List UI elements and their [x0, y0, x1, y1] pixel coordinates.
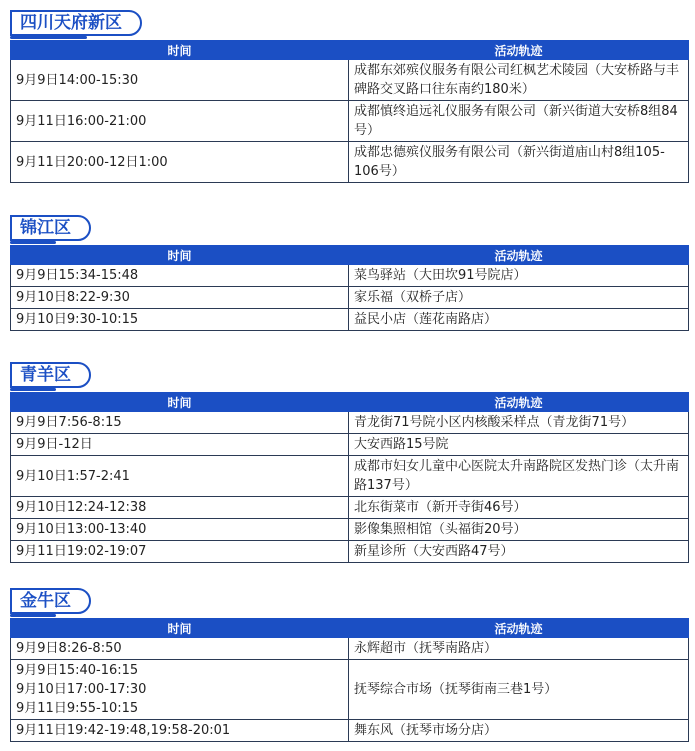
time-cell: 9月11日19:42-19:48,19:58-20:01: [11, 720, 349, 742]
column-header-track: 活动轨迹: [349, 393, 689, 412]
column-header-time: 时间: [11, 393, 349, 412]
table-row: [11, 101, 689, 142]
itinerary-table: [10, 392, 689, 563]
district-title: 青羊区: [10, 362, 91, 388]
time-cell: 9月10日12:24-12:38: [11, 497, 349, 519]
column-header-time: 时间: [11, 619, 349, 638]
time-cell: 9月10日13:00-13:40: [11, 519, 349, 541]
track-cell: 抚琴综合市场（抚琴街南三巷1号）: [349, 660, 689, 720]
track-cell: 家乐福（双桥子店）: [349, 287, 689, 309]
track-cell: 北东街菜市（新开寺街46号）: [349, 497, 689, 519]
time-cell: 9月9日15:34-15:48: [11, 265, 349, 287]
table-row: [11, 309, 689, 331]
time-cell: 9月9日14:00-15:30: [11, 60, 349, 101]
section-tianfu: [10, 10, 688, 183]
table-row: [11, 541, 689, 563]
track-cell: 菜鸟驿站（大田坎91号院店）: [349, 265, 689, 287]
column-header-time: 时间: [11, 246, 349, 265]
table-row: [11, 660, 689, 720]
itinerary-table: [10, 245, 689, 331]
section-jinjiang: [10, 215, 688, 331]
column-header-time: 时间: [11, 41, 349, 60]
track-cell: 成都慎终追远礼仪服务有限公司（新兴街道大安桥8组84号）: [349, 101, 689, 142]
track-cell: 成都忠德殡仪服务有限公司（新兴街道庙山村8组105-106号）: [349, 142, 689, 183]
itinerary-table: [10, 618, 689, 742]
table-header-row: [11, 246, 689, 265]
track-cell: 成都市妇女儿童中心医院太升南路院区发热门诊（太升南路137号）: [349, 456, 689, 497]
district-title: 四川天府新区: [10, 10, 142, 36]
track-cell: 益民小店（莲花南路店）: [349, 309, 689, 331]
table-row: [11, 60, 689, 101]
track-cell: 大安西路15号院: [349, 434, 689, 456]
table-row: [11, 638, 689, 660]
track-cell: 舞东风（抚琴市场分店）: [349, 720, 689, 742]
time-cell: 9月9日15:40-16:15 9月10日17:00-17:30 9月11日9:55-10:15: [11, 660, 349, 720]
district-title: 金牛区: [10, 588, 91, 614]
track-cell: 永辉超市（抚琴南路店）: [349, 638, 689, 660]
table-row: [11, 519, 689, 541]
table-row: [11, 497, 689, 519]
table-row: [11, 456, 689, 497]
time-cell: 9月10日9:30-10:15: [11, 309, 349, 331]
time-cell: 9月9日7:56-8:15: [11, 412, 349, 434]
itinerary-table: [10, 40, 689, 183]
section-jinniu: [10, 588, 688, 742]
track-cell: 影像集照相馆（头福街20号）: [349, 519, 689, 541]
track-cell: 成都东郊殡仪服务有限公司红枫艺术陵园（大安桥路与丰碑路交叉路口往东南约180米）: [349, 60, 689, 101]
table-row: [11, 412, 689, 434]
column-header-track: 活动轨迹: [349, 41, 689, 60]
table-row: [11, 265, 689, 287]
time-cell: 9月9日-12日: [11, 434, 349, 456]
table-row: [11, 142, 689, 183]
district-title: 锦江区: [10, 215, 91, 241]
time-cell: 9月11日16:00-21:00: [11, 101, 349, 142]
table-row: [11, 287, 689, 309]
time-cell: 9月10日1:57-2:41: [11, 456, 349, 497]
time-cell: 9月9日8:26-8:50: [11, 638, 349, 660]
table-header-row: [11, 41, 689, 60]
time-cell: 9月11日19:02-19:07: [11, 541, 349, 563]
track-cell: 新星诊所（大安西路47号）: [349, 541, 689, 563]
time-cell: 9月11日20:00-12日1:00: [11, 142, 349, 183]
track-cell: 青龙街71号院小区内核酸采样点（青龙街71号）: [349, 412, 689, 434]
column-header-track: 活动轨迹: [349, 619, 689, 638]
section-qingyang: [10, 362, 688, 563]
table-header-row: [11, 619, 689, 638]
column-header-track: 活动轨迹: [349, 246, 689, 265]
table-row: [11, 434, 689, 456]
time-cell: 9月10日8:22-9:30: [11, 287, 349, 309]
table-row: [11, 720, 689, 742]
table-header-row: [11, 393, 689, 412]
